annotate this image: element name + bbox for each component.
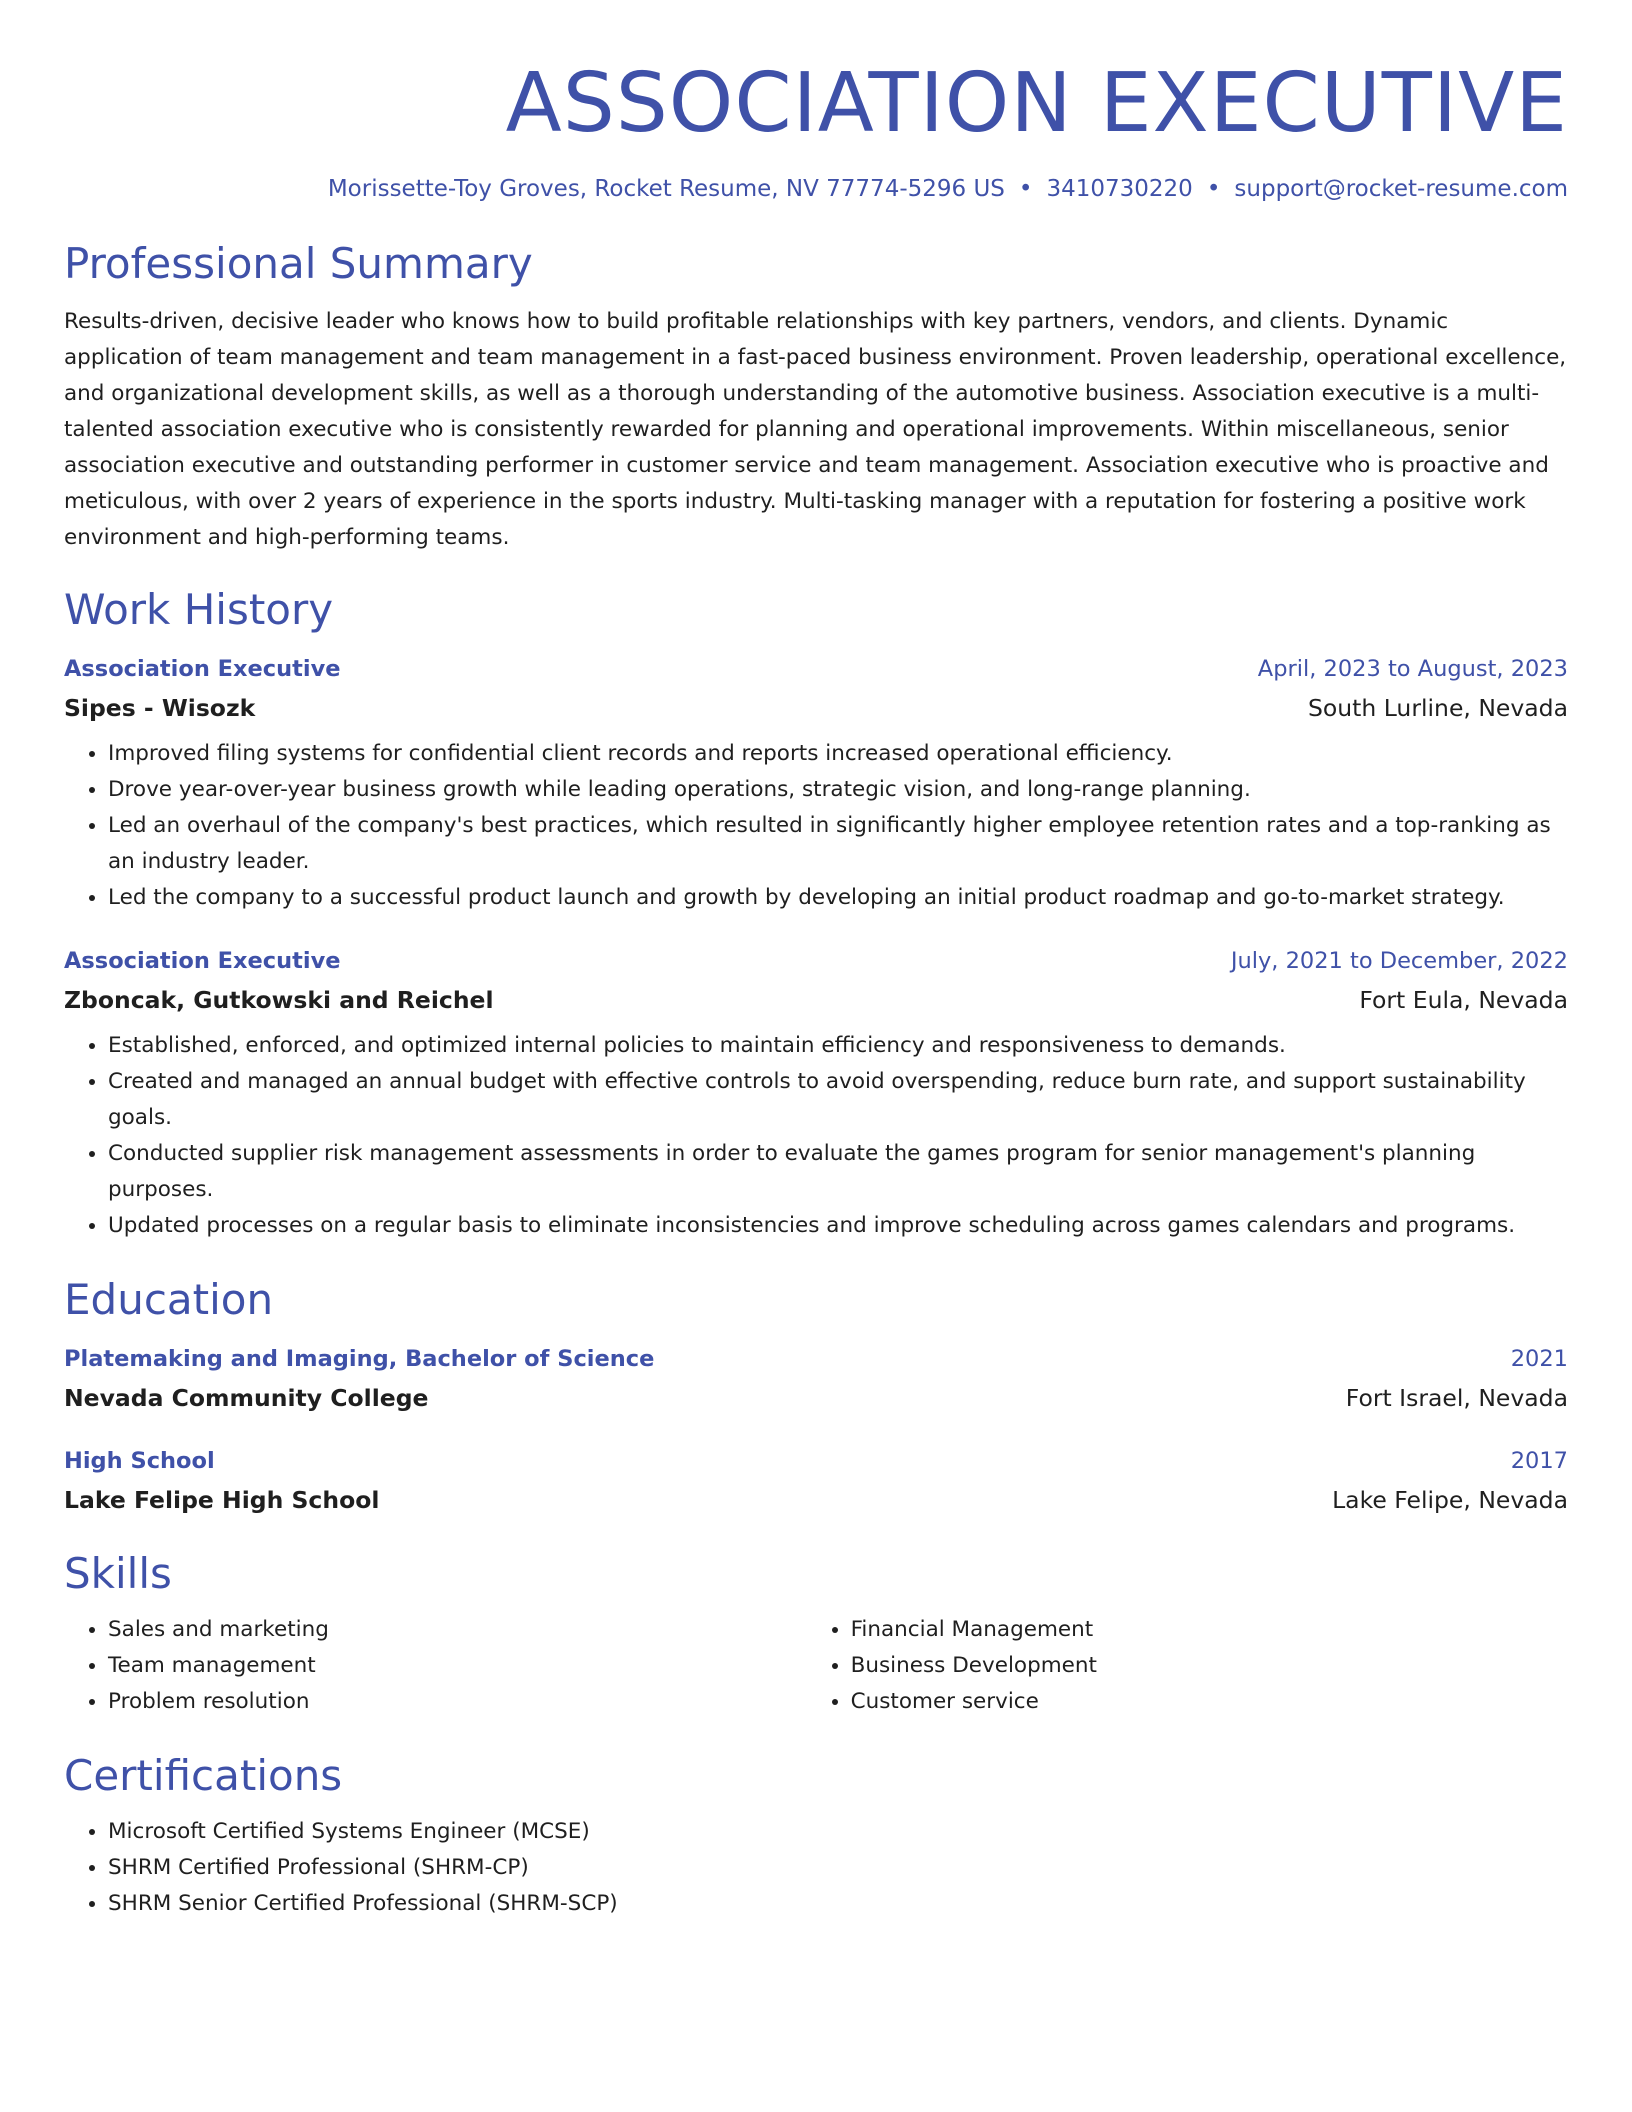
job-bullet: • Led an overhaul of the company's best practices, which resulted in significantly higher employee retention rates and a top-ranking as an industry leader. xyxy=(108,808,1568,880)
certifications-list xyxy=(64,1814,1568,1922)
job-title: Association Executive xyxy=(64,656,341,682)
job-dates: April, 2023 to August, 2023 xyxy=(1257,656,1568,682)
job-bullet: • Led the company to a successful product launch and growth by developing an initial product roadmap and go-to-market strategy. xyxy=(108,880,1568,916)
skill-item: • Business Development xyxy=(851,1648,1568,1684)
certification-item: • Microsoft Certified Systems Engineer (MCSE) xyxy=(108,1814,1568,1850)
job-entry xyxy=(64,944,1568,1244)
certification-item: • SHRM Certified Professional (SHRM-CP) xyxy=(108,1850,1568,1886)
job-company: Sipes - Wisozk xyxy=(64,694,256,722)
contact-address: Morissette-Toy Groves, Rocket Resume, NV 77774-5296 US xyxy=(327,176,1005,202)
certification-item: • SHRM Senior Certified Professional (SHRM-SCP) xyxy=(108,1886,1568,1922)
work-history-heading: Work History xyxy=(64,585,334,634)
education-degree: Platemaking and Imaging, Bachelor of Science xyxy=(64,1346,655,1372)
job-bullets xyxy=(64,736,1568,916)
skills-list-right xyxy=(807,1612,1568,1720)
education-heading: Education xyxy=(64,1275,274,1324)
contact-email: support@rocket-resume.com xyxy=(1234,176,1568,202)
job-bullet: • Updated processes on a regular basis to eliminate inconsistencies and improve scheduling across games calendars and programs. xyxy=(108,1208,1568,1244)
job-title: Association Executive xyxy=(64,948,341,974)
job-dates: July, 2021 to December, 2022 xyxy=(1230,948,1568,974)
skill-item: • Financial Management xyxy=(851,1612,1568,1648)
summary-heading: Professional Summary xyxy=(64,239,533,288)
skills-columns xyxy=(64,1612,1568,1720)
skill-item: • Team management xyxy=(108,1648,807,1684)
contact-line xyxy=(64,174,1568,204)
contact-phone: 3410730220 xyxy=(1046,176,1193,202)
contact-separator: • xyxy=(1018,176,1033,202)
job-location: Fort Eula, Nevada xyxy=(1359,986,1568,1014)
job-bullet: • Conducted supplier risk management assessments in order to evaluate the games program for senior management's planning purposes. xyxy=(108,1136,1568,1208)
contact-separator: • xyxy=(1206,176,1221,202)
skill-item: • Problem resolution xyxy=(108,1684,807,1720)
job-location: South Lurline, Nevada xyxy=(1307,694,1568,722)
education-school: Nevada Community College xyxy=(64,1384,429,1412)
certifications-heading: Certifications xyxy=(64,1751,343,1800)
education-entry xyxy=(64,1342,1568,1416)
education-degree: High School xyxy=(64,1448,215,1474)
resume-page xyxy=(64,0,1568,1922)
job-bullet: • Improved filing systems for confidential client records and reports increased operational efficiency. xyxy=(108,736,1568,772)
skills-list-left xyxy=(64,1612,807,1720)
skill-item: • Customer service xyxy=(851,1684,1568,1720)
job-bullet: • Drove year-over-year business growth while leading operations, strategic vision, and long-range planning. xyxy=(108,772,1568,808)
job-company: Zboncak, Gutkowski and Reichel xyxy=(64,986,494,1014)
summary-text: Results-driven, decisive leader who knows how to build profitable relationships with key partners, vendors, and clients. Dynamic application of team management and team management in a fast-paced business environment. Proven leadership, operational excellence, and organizational development skills, as well as a thorough understanding of the automotive business. Association executive is a multi-talented association executive who is consistently rewarded for planning and operational improvements. Within miscellaneous, senior association executive and outstanding performer in customer service and team management. Association executive who is proactive and meticulous, with over 2 years of experience in the sports industry. Multi-tasking manager with a reputation for fostering a positive work environment and high-performing teams. xyxy=(64,309,1567,550)
job-bullet: • Created and managed an annual budget with effective controls to avoid overspending, reduce burn rate, and support sustainability goals. xyxy=(108,1064,1568,1136)
resume-title: ASSOCIATION EXECUTIVE xyxy=(505,56,1568,151)
education-year: 2017 xyxy=(1510,1448,1568,1474)
education-entry xyxy=(64,1444,1568,1518)
certifications-list-wrap xyxy=(64,1814,1568,1922)
job-entry xyxy=(64,652,1568,916)
education-location: Lake Felipe, Nevada xyxy=(1332,1486,1568,1514)
education-location: Fort Israel, Nevada xyxy=(1345,1384,1568,1412)
education-year: 2021 xyxy=(1510,1346,1568,1372)
education-school: Lake Felipe High School xyxy=(64,1486,380,1514)
job-bullet: • Established, enforced, and optimized internal policies to maintain efficiency and responsiveness to demands. xyxy=(108,1028,1568,1064)
skills-heading: Skills xyxy=(64,1549,172,1598)
job-bullets xyxy=(64,1028,1568,1244)
skill-item: • Sales and marketing xyxy=(108,1612,807,1648)
